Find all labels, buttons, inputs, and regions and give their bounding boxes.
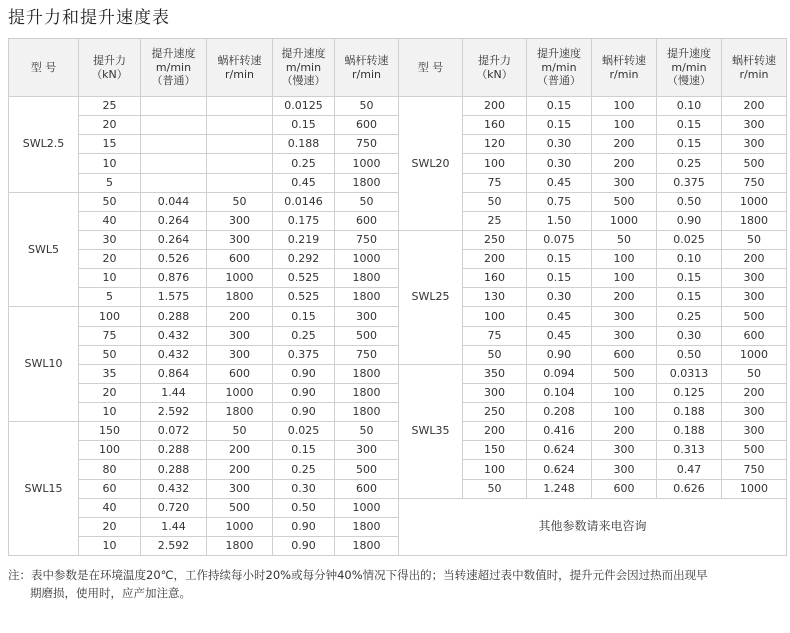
lift-force-cell: 120 [463, 135, 527, 154]
worm-speed-cell: 600 [335, 116, 399, 135]
worm-speed-cell: 300 [722, 269, 787, 288]
worm-speed-cell: 50 [335, 422, 399, 441]
speed-normal-cell: 0.876 [141, 269, 207, 288]
speed-slow-cell: 0.125 [657, 383, 722, 402]
table-row [9, 230, 787, 249]
table-row [9, 403, 787, 422]
worm-speed-cell: 1000 [722, 192, 787, 211]
speed-normal-cell: 1.575 [141, 288, 207, 307]
worm-speed-cell: 300 [722, 422, 787, 441]
speed-normal-cell: 1.44 [141, 517, 207, 536]
worm-speed-cell: 100 [592, 116, 657, 135]
worm-speed-cell: 200 [592, 422, 657, 441]
table-row [9, 479, 787, 498]
worm-speed-cell: 50 [592, 230, 657, 249]
worm-speed-cell: 1000 [335, 154, 399, 173]
table-row [9, 269, 787, 288]
lift-force-cell: 100 [79, 441, 141, 460]
lift-force-cell: 150 [79, 422, 141, 441]
speed-slow-cell: 0.375 [273, 345, 335, 364]
speed-slow-cell: 0.25 [273, 326, 335, 345]
header-model: 型 号 [9, 39, 79, 97]
worm-speed-cell: 500 [722, 441, 787, 460]
worm-speed-cell: 1000 [207, 383, 273, 402]
speed-normal-cell: 0.044 [141, 192, 207, 211]
worm-speed-cell: 300 [592, 173, 657, 192]
speed-slow-cell: 0.45 [273, 173, 335, 192]
worm-speed-cell: 300 [592, 441, 657, 460]
worm-speed-cell: 1000 [722, 479, 787, 498]
worm-speed-cell: 600 [722, 326, 787, 345]
worm-speed-cell: 1000 [335, 250, 399, 269]
lift-force-cell: 20 [79, 116, 141, 135]
worm-speed-cell: 750 [335, 230, 399, 249]
speed-normal-cell: 0.30 [527, 135, 592, 154]
header-worm-speed: 蜗杆转速 r/min [592, 39, 657, 97]
worm-speed-cell: 50 [335, 192, 399, 211]
speed-slow-cell: 0.626 [657, 479, 722, 498]
header-speed-slow: 提升速度 m/min （慢速） [657, 39, 722, 97]
lift-force-cell: 160 [463, 116, 527, 135]
worm-speed-cell: 300 [335, 441, 399, 460]
worm-speed-cell: 1800 [335, 403, 399, 422]
speed-slow-cell: 0.15 [657, 116, 722, 135]
worm-speed-cell: 200 [722, 250, 787, 269]
worm-speed-cell: 1000 [207, 517, 273, 536]
worm-speed-cell: 600 [335, 211, 399, 230]
table-row [9, 460, 787, 479]
speed-slow-cell: 0.25 [657, 307, 722, 326]
speed-normal-cell: 0.432 [141, 326, 207, 345]
table-row [9, 422, 787, 441]
footnote-line: 注：表中参数是在环境温度20℃，工作持续每小时20%或每分钟40%情况下得出的；当转速超过表中数值时，提升元件会因过热而出现早 [8, 568, 708, 582]
lift-force-cell: 250 [463, 403, 527, 422]
speed-normal-cell: 0.864 [141, 364, 207, 383]
speed-slow-cell: 0.375 [657, 173, 722, 192]
worm-speed-cell: 300 [207, 345, 273, 364]
worm-speed-cell: 750 [722, 173, 787, 192]
worm-speed-cell: 1000 [722, 345, 787, 364]
worm-speed-cell: 300 [592, 460, 657, 479]
worm-speed-cell [207, 154, 273, 173]
lift-force-cell: 30 [79, 230, 141, 249]
table-row [9, 154, 787, 173]
worm-speed-cell: 200 [592, 135, 657, 154]
model-cell: SWL5 [9, 192, 79, 307]
lift-force-cell: 25 [79, 97, 141, 116]
worm-speed-cell: 1000 [592, 211, 657, 230]
speed-normal-cell: 0.104 [527, 383, 592, 402]
worm-speed-cell: 500 [335, 460, 399, 479]
worm-speed-cell: 600 [592, 345, 657, 364]
speed-slow-cell: 0.25 [273, 154, 335, 173]
speed-slow-cell: 0.025 [273, 422, 335, 441]
speed-normal-cell: 0.15 [527, 97, 592, 116]
table-row [9, 211, 787, 230]
worm-speed-cell: 1800 [335, 288, 399, 307]
table-row [9, 97, 787, 116]
header-worm-speed: 蜗杆转速 r/min [335, 39, 399, 97]
speed-normal-cell: 1.44 [141, 383, 207, 402]
speed-normal-cell: 0.15 [527, 116, 592, 135]
lift-force-cell: 100 [463, 307, 527, 326]
worm-speed-cell: 300 [592, 307, 657, 326]
worm-speed-cell: 600 [207, 250, 273, 269]
speed-slow-cell: 0.30 [273, 479, 335, 498]
speed-normal-cell [141, 116, 207, 135]
speed-slow-cell: 0.0313 [657, 364, 722, 383]
speed-slow-cell: 0.188 [273, 135, 335, 154]
worm-speed-cell: 500 [207, 498, 273, 517]
speed-slow-cell: 0.90 [657, 211, 722, 230]
speed-normal-cell: 0.45 [527, 307, 592, 326]
speed-normal-cell: 0.30 [527, 154, 592, 173]
speed-normal-cell: 0.288 [141, 307, 207, 326]
lift-force-cell: 250 [463, 230, 527, 249]
lift-force-cell: 100 [463, 460, 527, 479]
worm-speed-cell: 300 [207, 230, 273, 249]
lift-force-cell: 200 [463, 97, 527, 116]
table-row [9, 250, 787, 269]
worm-speed-cell: 200 [592, 154, 657, 173]
model-cell: SWL2.5 [9, 97, 79, 193]
worm-speed-cell: 100 [592, 97, 657, 116]
worm-speed-cell [207, 135, 273, 154]
table-row [9, 364, 787, 383]
worm-speed-cell: 50 [722, 230, 787, 249]
worm-speed-cell: 100 [592, 269, 657, 288]
model-cell: SWL35 [399, 364, 463, 498]
worm-speed-cell: 200 [207, 460, 273, 479]
worm-speed-cell: 300 [722, 288, 787, 307]
speed-normal-cell: 0.30 [527, 288, 592, 307]
lift-force-cell: 20 [79, 250, 141, 269]
speed-slow-cell: 0.50 [657, 192, 722, 211]
lift-force-cell: 5 [79, 173, 141, 192]
worm-speed-cell: 300 [335, 307, 399, 326]
speed-slow-cell: 0.25 [273, 460, 335, 479]
lift-force-cell: 20 [79, 517, 141, 536]
table-row [9, 192, 787, 211]
lift-force-cell: 80 [79, 460, 141, 479]
lift-force-cell: 350 [463, 364, 527, 383]
speed-normal-cell: 0.624 [527, 441, 592, 460]
header-speed-normal: 提升速度 m/min （普通） [527, 39, 592, 97]
speed-normal-cell: 0.45 [527, 326, 592, 345]
lift-force-cell: 60 [79, 479, 141, 498]
speed-normal-cell [141, 173, 207, 192]
speed-normal-cell [141, 154, 207, 173]
header-speed-normal: 提升速度 m/min （普通） [141, 39, 207, 97]
page-title: 提升力和提升速度表 [8, 8, 170, 28]
lift-force-cell: 25 [463, 211, 527, 230]
speed-slow-cell: 0.30 [657, 326, 722, 345]
speed-normal-cell: 0.90 [527, 345, 592, 364]
speed-slow-cell: 0.525 [273, 288, 335, 307]
worm-speed-cell: 200 [592, 288, 657, 307]
speed-slow-cell: 0.313 [657, 441, 722, 460]
table-row [9, 345, 787, 364]
speed-normal-cell: 0.075 [527, 230, 592, 249]
worm-speed-cell: 500 [722, 154, 787, 173]
worm-speed-cell: 300 [207, 326, 273, 345]
lift-force-cell: 10 [79, 154, 141, 173]
worm-speed-cell: 50 [207, 422, 273, 441]
header-row [9, 39, 787, 97]
speed-normal-cell: 1.248 [527, 479, 592, 498]
table-row [9, 288, 787, 307]
speed-slow-cell: 0.50 [657, 345, 722, 364]
table-row [9, 441, 787, 460]
worm-speed-cell: 100 [592, 383, 657, 402]
table-row [9, 383, 787, 402]
speed-slow-cell: 0.15 [273, 441, 335, 460]
footnote-line: 期磨损，使用时，应产加注意。 [30, 586, 191, 600]
speed-slow-cell: 0.025 [657, 230, 722, 249]
speed-normal-cell: 0.624 [527, 460, 592, 479]
worm-speed-cell: 50 [335, 97, 399, 116]
lift-force-cell: 50 [463, 479, 527, 498]
lift-force-cell: 5 [79, 288, 141, 307]
worm-speed-cell: 1800 [335, 269, 399, 288]
lift-force-cell: 130 [463, 288, 527, 307]
speed-slow-cell: 0.15 [657, 288, 722, 307]
table-row [9, 326, 787, 345]
worm-speed-cell: 50 [722, 364, 787, 383]
speed-normal-cell: 0.432 [141, 345, 207, 364]
lift-force-cell: 200 [463, 250, 527, 269]
lift-force-cell: 35 [79, 364, 141, 383]
model-cell: SWL10 [9, 307, 79, 422]
speed-slow-cell: 0.188 [657, 422, 722, 441]
speed-normal-cell: 0.072 [141, 422, 207, 441]
lift-force-cell: 160 [463, 269, 527, 288]
speed-slow-cell: 0.15 [657, 269, 722, 288]
speed-slow-cell: 0.90 [273, 536, 335, 555]
worm-speed-cell: 300 [722, 135, 787, 154]
worm-speed-cell: 100 [592, 403, 657, 422]
lift-force-cell: 10 [79, 269, 141, 288]
lift-force-cell: 10 [79, 536, 141, 555]
speed-slow-cell: 0.47 [657, 460, 722, 479]
speed-normal-cell: 0.288 [141, 460, 207, 479]
speed-normal-cell: 0.208 [527, 403, 592, 422]
speed-slow-cell: 0.0125 [273, 97, 335, 116]
lift-force-cell: 100 [463, 154, 527, 173]
speed-normal-cell: 0.264 [141, 211, 207, 230]
header-worm-speed: 蜗杆转速 r/min [722, 39, 787, 97]
worm-speed-cell: 50 [207, 192, 273, 211]
worm-speed-cell: 100 [592, 250, 657, 269]
lift-force-cell: 75 [79, 326, 141, 345]
speed-slow-cell: 0.50 [273, 498, 335, 517]
header-speed-slow: 提升速度 m/min （慢速） [273, 39, 335, 97]
speed-slow-cell: 0.90 [273, 364, 335, 383]
speed-slow-cell: 0.25 [657, 154, 722, 173]
worm-speed-cell: 200 [207, 307, 273, 326]
worm-speed-cell: 200 [722, 383, 787, 402]
speed-normal-cell: 0.45 [527, 173, 592, 192]
lift-force-cell: 40 [79, 498, 141, 517]
worm-speed-cell: 200 [722, 97, 787, 116]
table-row [9, 498, 787, 517]
worm-speed-cell: 300 [207, 211, 273, 230]
worm-speed-cell: 1800 [335, 517, 399, 536]
speed-normal-cell: 2.592 [141, 403, 207, 422]
speed-normal-cell: 0.432 [141, 479, 207, 498]
worm-speed-cell: 1800 [722, 211, 787, 230]
worm-speed-cell: 750 [722, 460, 787, 479]
worm-speed-cell [207, 97, 273, 116]
footnote [8, 566, 784, 602]
table-row [9, 116, 787, 135]
speed-slow-cell: 0.188 [657, 403, 722, 422]
header-lift-force: 提升力 （kN） [79, 39, 141, 97]
lift-force-cell: 50 [463, 192, 527, 211]
lift-force-cell: 75 [463, 173, 527, 192]
worm-speed-cell: 1800 [335, 173, 399, 192]
worm-speed-cell: 1800 [335, 364, 399, 383]
header-worm-speed: 蜗杆转速 r/min [207, 39, 273, 97]
lift-force-cell: 40 [79, 211, 141, 230]
speed-slow-cell: 0.90 [273, 517, 335, 536]
worm-speed-cell [207, 116, 273, 135]
lift-force-cell: 20 [79, 383, 141, 402]
speed-normal-cell: 0.094 [527, 364, 592, 383]
speed-slow-cell: 0.15 [273, 307, 335, 326]
worm-speed-cell: 1800 [207, 288, 273, 307]
speed-normal-cell: 0.15 [527, 269, 592, 288]
worm-speed-cell [207, 173, 273, 192]
speed-normal-cell: 0.288 [141, 441, 207, 460]
speed-normal-cell: 0.416 [527, 422, 592, 441]
speed-slow-cell: 0.0146 [273, 192, 335, 211]
model-cell: SWL20 [399, 97, 463, 231]
lift-force-cell: 50 [79, 192, 141, 211]
lift-force-cell: 50 [79, 345, 141, 364]
contact-note: 其他参数请来电咨询 [399, 498, 787, 555]
speed-slow-cell: 0.10 [657, 250, 722, 269]
table-row [9, 173, 787, 192]
worm-speed-cell: 500 [722, 307, 787, 326]
model-cell: SWL25 [399, 230, 463, 364]
speed-normal-cell: 0.526 [141, 250, 207, 269]
speed-slow-cell: 0.219 [273, 230, 335, 249]
speed-slow-cell: 0.175 [273, 211, 335, 230]
speed-slow-cell: 0.15 [273, 116, 335, 135]
worm-speed-cell: 300 [722, 403, 787, 422]
speed-slow-cell: 0.292 [273, 250, 335, 269]
worm-speed-cell: 1800 [207, 403, 273, 422]
speed-normal-cell: 0.264 [141, 230, 207, 249]
speed-normal-cell [141, 97, 207, 116]
worm-speed-cell: 500 [592, 364, 657, 383]
speed-slow-cell: 0.90 [273, 383, 335, 402]
worm-speed-cell: 750 [335, 135, 399, 154]
header-lift-force: 提升力 （kN） [463, 39, 527, 97]
worm-speed-cell: 500 [335, 326, 399, 345]
worm-speed-cell: 600 [207, 364, 273, 383]
speed-normal-cell [141, 135, 207, 154]
speed-normal-cell: 0.75 [527, 192, 592, 211]
speed-normal-cell: 1.50 [527, 211, 592, 230]
lift-speed-table [8, 38, 787, 556]
lift-force-cell: 15 [79, 135, 141, 154]
model-cell: SWL15 [9, 422, 79, 556]
worm-speed-cell: 1800 [335, 536, 399, 555]
speed-slow-cell: 0.15 [657, 135, 722, 154]
lift-force-cell: 200 [463, 422, 527, 441]
worm-speed-cell: 1000 [207, 269, 273, 288]
worm-speed-cell: 1800 [335, 383, 399, 402]
speed-slow-cell: 0.90 [273, 403, 335, 422]
lift-force-cell: 50 [463, 345, 527, 364]
lift-force-cell: 75 [463, 326, 527, 345]
header-model: 型 号 [399, 39, 463, 97]
worm-speed-cell: 600 [335, 479, 399, 498]
worm-speed-cell: 200 [207, 441, 273, 460]
speed-slow-cell: 0.10 [657, 97, 722, 116]
speed-normal-cell: 0.15 [527, 250, 592, 269]
worm-speed-cell: 500 [592, 192, 657, 211]
lift-force-cell: 10 [79, 403, 141, 422]
speed-slow-cell: 0.525 [273, 269, 335, 288]
lift-force-cell: 100 [79, 307, 141, 326]
table-row [9, 307, 787, 326]
worm-speed-cell: 300 [722, 116, 787, 135]
worm-speed-cell: 1000 [335, 498, 399, 517]
lift-force-cell: 150 [463, 441, 527, 460]
worm-speed-cell: 1800 [207, 536, 273, 555]
worm-speed-cell: 600 [592, 479, 657, 498]
worm-speed-cell: 750 [335, 345, 399, 364]
lift-force-cell: 300 [463, 383, 527, 402]
speed-normal-cell: 0.720 [141, 498, 207, 517]
speed-normal-cell: 2.592 [141, 536, 207, 555]
worm-speed-cell: 300 [207, 479, 273, 498]
table-row [9, 135, 787, 154]
worm-speed-cell: 300 [592, 326, 657, 345]
